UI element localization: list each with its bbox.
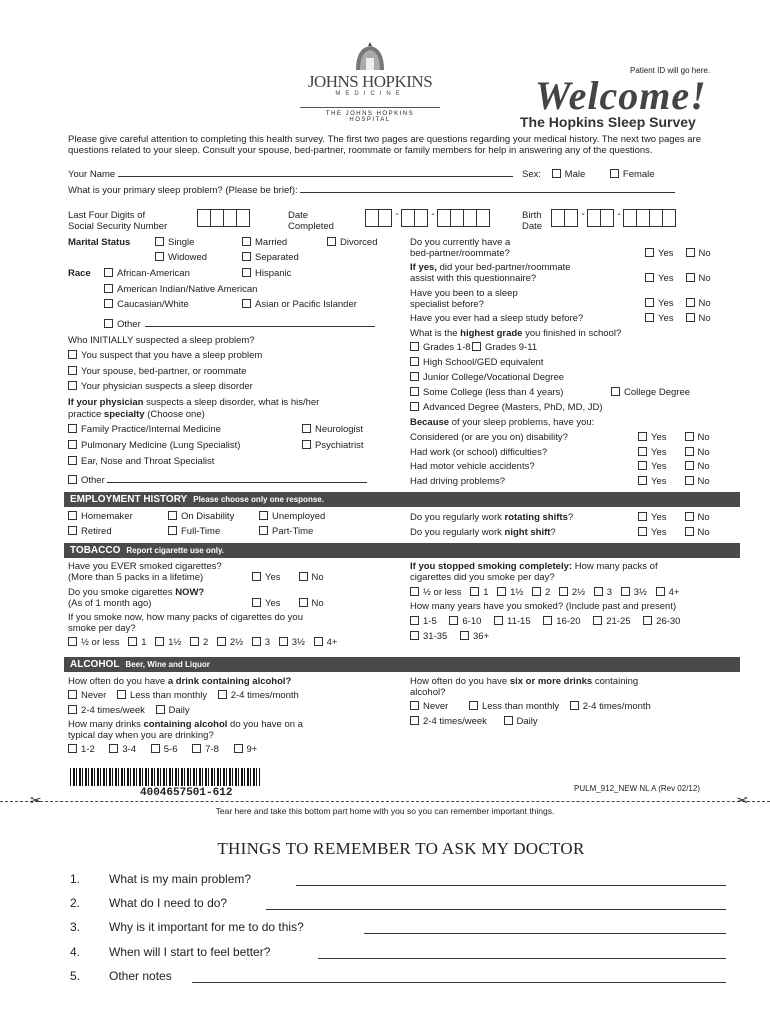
remember-title: THINGS TO REMEMBER TO ASK MY DOCTOR <box>217 839 585 858</box>
hospital-name: THE JOHNS HOPKINS HOSPITAL <box>300 107 440 123</box>
accidents-question: Had motor vehicle accidents? <box>410 461 535 472</box>
asian-option[interactable]: Asian or Pacific Islander <box>242 299 357 310</box>
logo-wordmark: JOHNS HOPKINS <box>307 72 433 91</box>
widowed-option[interactable]: Widowed <box>155 252 207 263</box>
name-field[interactable]: Your Name <box>68 169 513 180</box>
intro-text: Please give careful attention to completing this health survey. The first two pages are questions regarding your medical history. The next two pages are questions related to your sleep. Consult your spouse, bed-partner, roommate or family members for help in answering any of the questions. <box>68 134 701 156</box>
remember-text-5: Other notes <box>109 969 172 983</box>
work-question: Had work (or school) difficulties? <box>410 447 548 458</box>
primary-problem-field[interactable]: What is your primary sleep problem? (Please be brief): <box>68 185 675 196</box>
female-checkbox[interactable] <box>610 169 619 178</box>
driving-yes-no[interactable]: Yes No <box>638 476 710 487</box>
drink-frequency-options-2[interactable]: 2-4 times/week Daily <box>68 705 190 716</box>
survey-title: The Hopkins Sleep Survey <box>520 114 696 130</box>
dome-icon <box>350 40 390 72</box>
remember-num-4: 4. <box>70 945 81 959</box>
married-option[interactable]: Married <box>242 237 287 248</box>
employment-header: EMPLOYMENT HISTORY Please choose only one response. <box>64 492 740 507</box>
rotating-yes-no[interactable]: Yes No <box>638 512 710 523</box>
some-college-option[interactable]: Some College (less than 4 years) <box>410 387 563 398</box>
remember-text-1: What is my main problem? <box>109 872 252 886</box>
drink-frequency-options[interactable]: Never Less than monthly 2-4 times/month <box>68 690 299 701</box>
unemployed-option[interactable]: Unemployed <box>259 511 325 522</box>
packs-now-options[interactable]: ½ or less 1 1½ 2 2½ 3 3½ 4+ <box>68 637 337 648</box>
remember-text-3: Why is it important for me to do this? <box>109 920 304 934</box>
marital-status-label: Marital Status <box>68 237 131 248</box>
homemaker-option[interactable]: Homemaker <box>68 511 133 522</box>
male-checkbox[interactable] <box>552 169 561 178</box>
bedpartner-yes-no[interactable]: Yes No <box>645 248 711 259</box>
retired-option[interactable]: Retired <box>68 526 112 537</box>
specialty-question: If your physician suspects a sleep disorder, what is his/her practice specialty (Choose one) <box>68 397 320 420</box>
stopped-smoking-question: If you stopped smoking completely: How many packs of cigarettes did you smoke per day? <box>410 561 658 583</box>
sleep-study-yes-no[interactable]: Yes No <box>645 313 711 324</box>
six-drinks-question: How often do you have six or more drinks containing alcohol? <box>410 676 639 698</box>
caucasian-option[interactable]: Caucasian/White <box>104 299 189 310</box>
suspect-self-option[interactable]: You suspect that you have a sleep problem <box>68 350 262 361</box>
drink-frequency-question: How often do you have a drink containing alcohol? <box>68 676 292 687</box>
form-code: PULM_912_NEW NL A (Rev 02/12) <box>574 784 700 793</box>
suspect-spouse-option[interactable]: Your spouse, bed-partner, or roommate <box>68 366 246 377</box>
drinks-per-day-question: How many drinks containing alcohol do you have on a typical day when you are drinking? <box>68 719 303 741</box>
on-disability-option[interactable]: On Disability <box>168 511 234 522</box>
suspected-question: Who INITIALLY suspected a sleep problem? <box>68 335 255 346</box>
bedpartner-question: Do you currently have a bed-partner/roommate? <box>410 237 511 259</box>
high-school-option[interactable]: High School/GED equivalent <box>410 357 543 368</box>
smoke-now-yes-no[interactable]: Yes No <box>252 598 324 609</box>
scissors-icon: ✂ <box>30 792 42 808</box>
hispanic-option[interactable]: Hispanic <box>242 268 291 279</box>
remember-line-1[interactable] <box>296 885 726 886</box>
american-indian-option[interactable]: American Indian/Native American <box>104 284 257 295</box>
remember-line-5[interactable] <box>192 982 726 983</box>
welcome-heading: Welcome! <box>535 73 707 118</box>
ever-smoked-yes-no[interactable]: Yes No <box>252 572 324 583</box>
divorced-option[interactable]: Divorced <box>327 237 378 248</box>
parttime-option[interactable]: Part-Time <box>259 526 313 537</box>
assist-yes-no[interactable]: Yes No <box>645 273 711 284</box>
advanced-degree-option[interactable]: Advanced Degree (Masters, PhD, MD, JD) <box>410 402 603 413</box>
grade-question: What is the highest grade you finished in school? <box>410 328 622 339</box>
college-degree-option[interactable]: College Degree <box>611 387 690 398</box>
fulltime-option[interactable]: Full-Time <box>168 526 220 537</box>
race-label: Race <box>68 268 91 279</box>
junior-college-option[interactable]: Junior College/Vocational Degree <box>410 372 564 383</box>
assist-question: If yes, did your bed-partner/roommate assist with this questionnaire? <box>410 262 571 284</box>
date-completed-label: Date Completed <box>288 210 334 232</box>
barcode <box>70 768 260 786</box>
remember-line-2[interactable] <box>266 909 726 910</box>
years-smoked-options[interactable]: 1-5 6-10 11-15 16-20 21-25 26-30 <box>410 616 680 627</box>
rotating-shifts-question: Do you regularly work rotating shifts? <box>410 512 574 523</box>
packs-stopped-options[interactable]: ½ or less 1 1½ 2 2½ 3 3½ 4+ <box>410 587 679 598</box>
remember-text-4: When will I start to feel better? <box>109 945 271 959</box>
scissors-icon-right: ✂ <box>736 792 748 808</box>
because-heading: Because of your sleep problems, have you: <box>410 417 595 428</box>
tear-line <box>0 801 770 802</box>
barcode-number: 4004657501-612 <box>140 787 233 799</box>
packs-per-day-question: If you smoke now, how many packs of cigarettes do you smoke per day? <box>68 612 303 634</box>
birth-date-label: Birth Date <box>522 210 543 232</box>
specialist-question: Have you been to a sleep specialist before? <box>410 288 518 310</box>
african-american-option[interactable]: African-American <box>104 268 190 279</box>
grades-1-8-option[interactable]: Grades 1-8 <box>410 342 471 353</box>
suspect-physician-option[interactable]: Your physician suspects a sleep disorder <box>68 381 253 392</box>
remember-num-1: 1. <box>70 872 81 886</box>
ssn-boxes[interactable] <box>198 209 250 227</box>
race-other-option[interactable]: Other <box>104 319 375 330</box>
separated-option[interactable]: Separated <box>242 252 299 263</box>
ever-smoked-question: Have you EVER smoked cigarettes? (More than 5 packs in a lifetime) <box>68 561 222 583</box>
sleep-study-question: Have you ever had a sleep study before? <box>410 313 584 324</box>
remember-num-2: 2. <box>70 896 81 910</box>
disability-question: Considered (or are you on) disability? <box>410 432 568 443</box>
driving-question: Had driving problems? <box>410 476 506 487</box>
date-completed-boxes[interactable]: - - <box>366 209 490 227</box>
disability-yes-no[interactable]: Yes No <box>638 432 710 443</box>
years-smoked-options-2[interactable]: 31-35 36+ <box>410 631 489 642</box>
remember-line-4[interactable] <box>318 958 726 959</box>
sex-field: Sex: Male Female <box>522 169 655 180</box>
night-shift-question: Do you regularly work night shift? <box>410 527 556 538</box>
tear-note: Tear here and take this bottom part home with you so you can remember important things. <box>215 806 555 816</box>
night-yes-no[interactable]: Yes No <box>638 527 710 538</box>
accidents-yes-no[interactable]: Yes No <box>638 461 710 472</box>
remember-num-5: 5. <box>70 969 81 983</box>
patient-id-note: Patient ID will go here. <box>630 66 711 75</box>
hopkins-logo <box>300 40 440 100</box>
drinks-per-day-options[interactable]: 1-2 3-4 5-6 7-8 9+ <box>68 744 257 755</box>
years-smoked-question: How many years have you smoked? (Include past and present) <box>410 601 677 612</box>
grades-9-11-option[interactable]: Grades 9-11 <box>472 342 537 353</box>
pulmonary-option[interactable]: Pulmonary Medicine (Lung Specialist) <box>68 440 240 451</box>
ent-option[interactable]: Ear, Nose and Throat Specialist <box>68 456 214 467</box>
remember-text-2: What do I need to do? <box>109 896 228 910</box>
psychiatrist-option[interactable]: Psychiatrist <box>302 440 364 451</box>
ssn-label: Last Four Digits of Social Security Number <box>68 210 168 232</box>
specialist-yes-no[interactable]: Yes No <box>645 298 711 309</box>
neurologist-option[interactable]: Neurologist <box>302 424 363 435</box>
family-practice-option[interactable]: Family Practice/Internal Medicine <box>68 424 221 435</box>
six-drinks-options-2[interactable]: 2-4 times/week Daily <box>410 716 538 727</box>
remember-line-3[interactable] <box>364 933 726 934</box>
work-yes-no[interactable]: Yes No <box>638 447 710 458</box>
birth-date-boxes[interactable]: - - <box>552 209 676 227</box>
tobacco-header: TOBACCO Report cigarette use only. <box>64 543 740 558</box>
single-option[interactable]: Single <box>155 237 194 248</box>
smoke-now-question: Do you smoke cigarettes NOW? (As of 1 month ago) <box>68 587 205 609</box>
remember-num-3: 3. <box>70 920 81 934</box>
logo-medicine: MEDICINE <box>335 91 405 97</box>
six-drinks-options[interactable]: Never Less than monthly 2-4 times/month <box>410 701 651 712</box>
specialty-other-option[interactable]: Other <box>68 475 367 486</box>
alcohol-header: ALCOHOL Beer, Wine and Liquor <box>64 657 740 672</box>
